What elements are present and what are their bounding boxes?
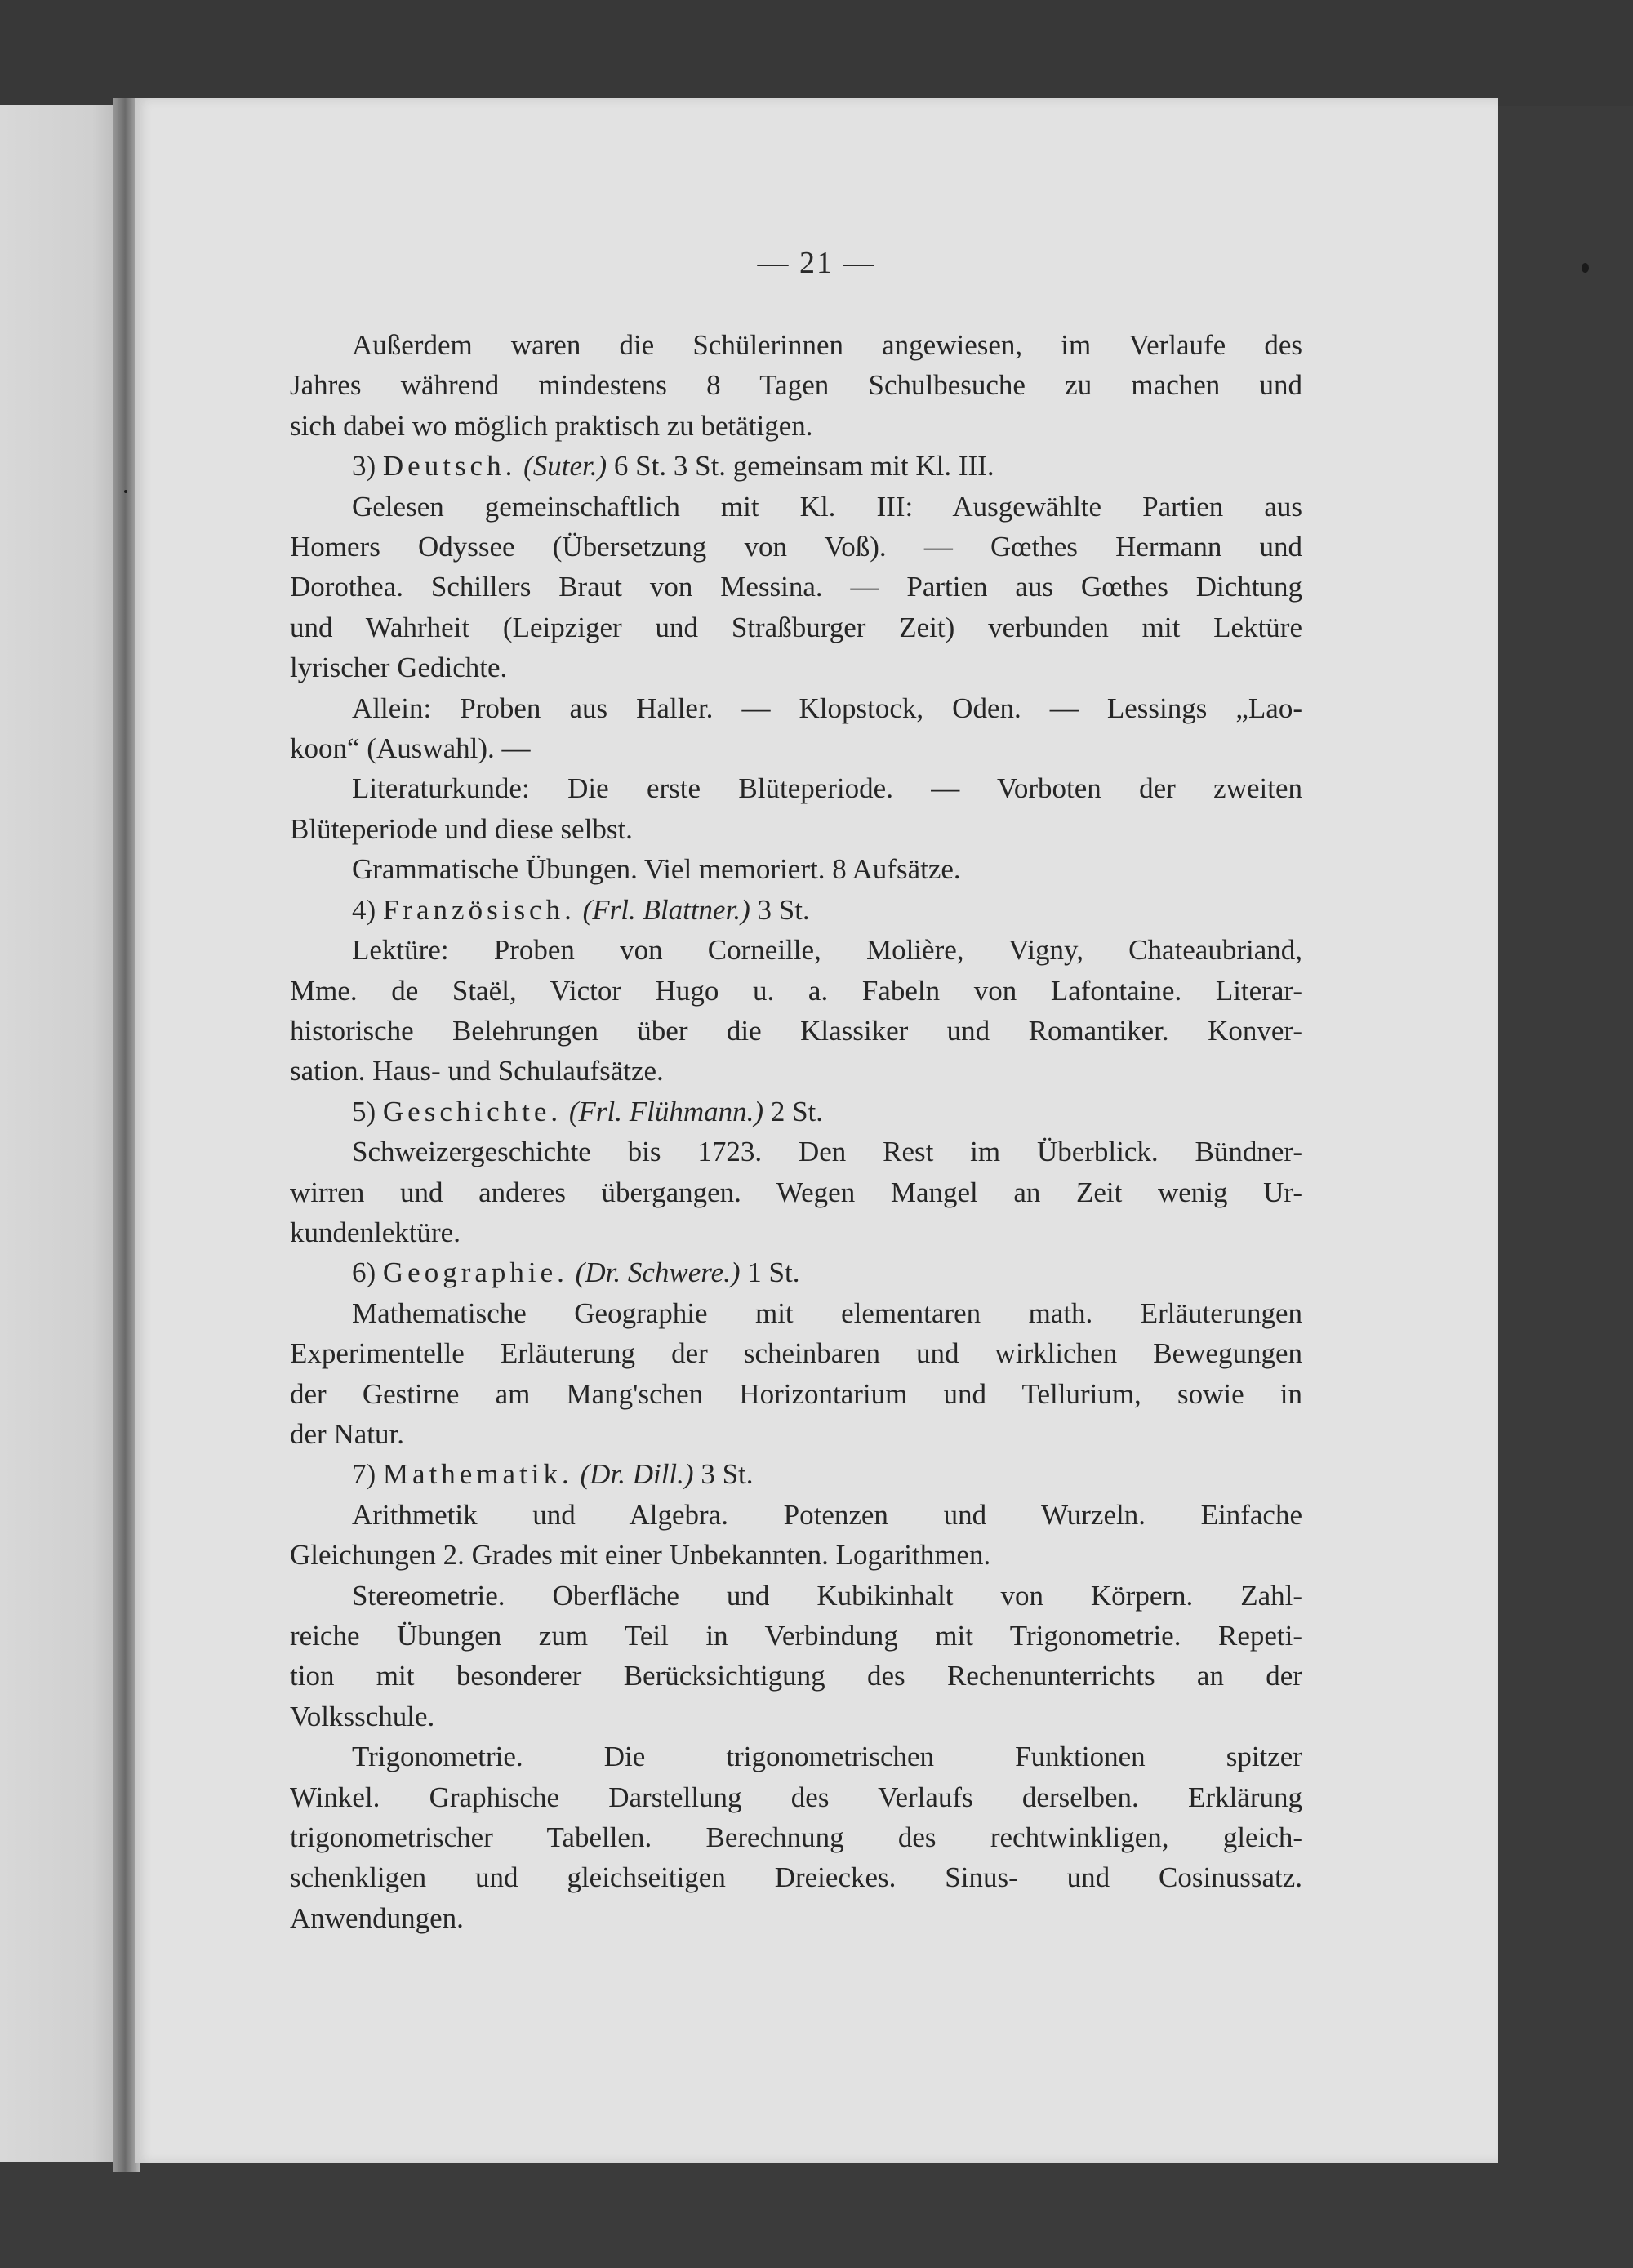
subject-hours: 3 St. <box>693 1458 754 1491</box>
text-line: sation. Haus- und Schulaufsätze. <box>290 1055 664 1087</box>
subject-number: 6) <box>352 1256 376 1289</box>
subject-heading <box>290 1454 1302 1494</box>
text-line: der Natur. <box>290 1417 404 1450</box>
subject-number: 4) <box>352 893 376 926</box>
text-line: kundenlektüre. <box>290 1216 461 1248</box>
text-line: Literaturkunde: Die erste Blüteperiode. — Vorboten der zweiten <box>352 772 1302 805</box>
subject-teacher: (Suter.) <box>523 450 607 483</box>
text-line: wirren und anderes übergangen. Wegen Mangel an Zeit wenig Ur- <box>290 1176 1302 1208</box>
subject-name: Geographie. <box>382 1256 568 1289</box>
text-line: Grammatische Übungen. Viel memoriert. 8 Aufsätze. <box>352 853 961 886</box>
text-line: Allein: Proben aus Haller. — Klopstock, Oden. — Lessings „Lao- <box>352 692 1302 724</box>
subject-name: Französisch. <box>382 893 576 926</box>
previous-page-edge <box>0 105 122 2162</box>
text-line: reiche Übungen zum Teil in Verbindung mit Trigonometrie. Repeti- <box>290 1620 1302 1652</box>
text-line: trigonometrischer Tabellen. Berechnung des rechtwinkligen, gleich- <box>290 1821 1302 1854</box>
subject-hours: 3 St. <box>750 893 810 926</box>
subject-teacher: (Dr. Dill.) <box>580 1458 694 1491</box>
text-line: Lektüre: Proben von Corneille, Molière, Vigny, Chateaubriand, <box>352 934 1302 967</box>
text-line: Schweizergeschichte bis 1723. Den Rest im Überblick. Bündner- <box>352 1136 1302 1168</box>
text-line: historische Belehrungen über die Klassiker und Romantiker. Konver- <box>290 1014 1302 1047</box>
text-line: Experimentelle Erläuterung der scheinbaren und wirklichen Bewegungen <box>290 1337 1302 1370</box>
subject-name: Geschichte. <box>382 1095 563 1127</box>
text-line: Anwendungen. <box>290 1901 464 1934</box>
subject-heading <box>290 1252 1302 1292</box>
text-line: Volksschule. <box>290 1700 435 1732</box>
text-line: Mathematische Geographie mit elementaren math. Erläuterungen <box>352 1296 1302 1329</box>
scan-background-top <box>0 0 1633 106</box>
subject-name: Deutsch. <box>382 450 517 483</box>
text-line: Gleichungen 2. Grades mit einer Unbekannten. Logarithmen. <box>290 1539 991 1572</box>
text-line: lyrischer Gedichte. <box>290 651 508 684</box>
text-line: Homers Odyssee (Übersetzung von Voß). — Gœthes Hermann und <box>290 531 1302 563</box>
text-line: Stereometrie. Oberfläche und Kubikinhalt von Körpern. Zahl- <box>352 1579 1302 1612</box>
text-line: tion mit besonderer Berücksichtigung des Rechenunterrichts an der <box>290 1660 1302 1692</box>
subject-heading <box>290 890 1302 930</box>
subject-teacher: (Dr. Schwere.) <box>575 1256 741 1289</box>
text-line: koon“ (Auswahl). — <box>290 732 531 765</box>
subject-hours: 6 St. 3 St. gemeinsam mit Kl. III. <box>607 450 994 483</box>
text-line: Winkel. Graphische Darstellung des Verlaufs derselben. Erklärung <box>290 1781 1302 1813</box>
subject-teacher: (Frl. Flühmann.) <box>568 1095 764 1127</box>
subject-number: 7) <box>352 1458 376 1491</box>
text-line: schenkligen und gleichseitigen Dreieckes. Sinus- und Cosinussatz. <box>290 1861 1302 1894</box>
subject-number: 5) <box>352 1095 376 1127</box>
text-line: Außerdem waren die Schülerinnen angewiesen, im Verlaufe des <box>352 329 1302 361</box>
text-line: Trigonometrie. Die trigonometrischen Funktionen spitzer <box>352 1741 1302 1773</box>
subject-hours: 2 St. <box>763 1095 824 1127</box>
page-number: — 21 — <box>757 246 876 280</box>
subject-heading <box>290 446 1302 486</box>
subject-number: 3) <box>352 450 376 483</box>
scan-speck <box>1582 263 1589 273</box>
text-line: Gelesen gemeinschaftlich mit Kl. III: Ausgewählte Partien aus <box>352 490 1302 523</box>
page-body-text <box>290 325 1302 1938</box>
subject-teacher: (Frl. Blattner.) <box>582 893 750 926</box>
text-line: sich dabei wo möglich praktisch zu betätigen. <box>290 409 813 442</box>
text-line: Jahres während mindestens 8 Tagen Schulbesuche zu machen und <box>290 369 1302 402</box>
scan-speck <box>124 490 127 493</box>
text-line: und Wahrheit (Leipziger und Straßburger Zeit) verbunden mit Lektüre <box>290 611 1302 643</box>
text-line: Dorothea. Schillers Braut von Messina. — Partien aus Gœthes Dichtung <box>290 571 1302 603</box>
text-line: Arithmetik und Algebra. Potenzen und Wurzeln. Einfache <box>352 1498 1302 1531</box>
subject-hours: 1 St. <box>740 1256 800 1289</box>
subject-name: Mathematik. <box>382 1458 573 1491</box>
text-line: der Gestirne am Mang'schen Horizontarium und Tellurium, sowie in <box>290 1377 1302 1410</box>
document-page <box>135 98 1498 2163</box>
subject-heading <box>290 1092 1302 1132</box>
text-line: Mme. de Staël, Victor Hugo u. a. Fabeln von Lafontaine. Literar- <box>290 974 1302 1007</box>
text-line: Blüteperiode und diese selbst. <box>290 812 633 845</box>
